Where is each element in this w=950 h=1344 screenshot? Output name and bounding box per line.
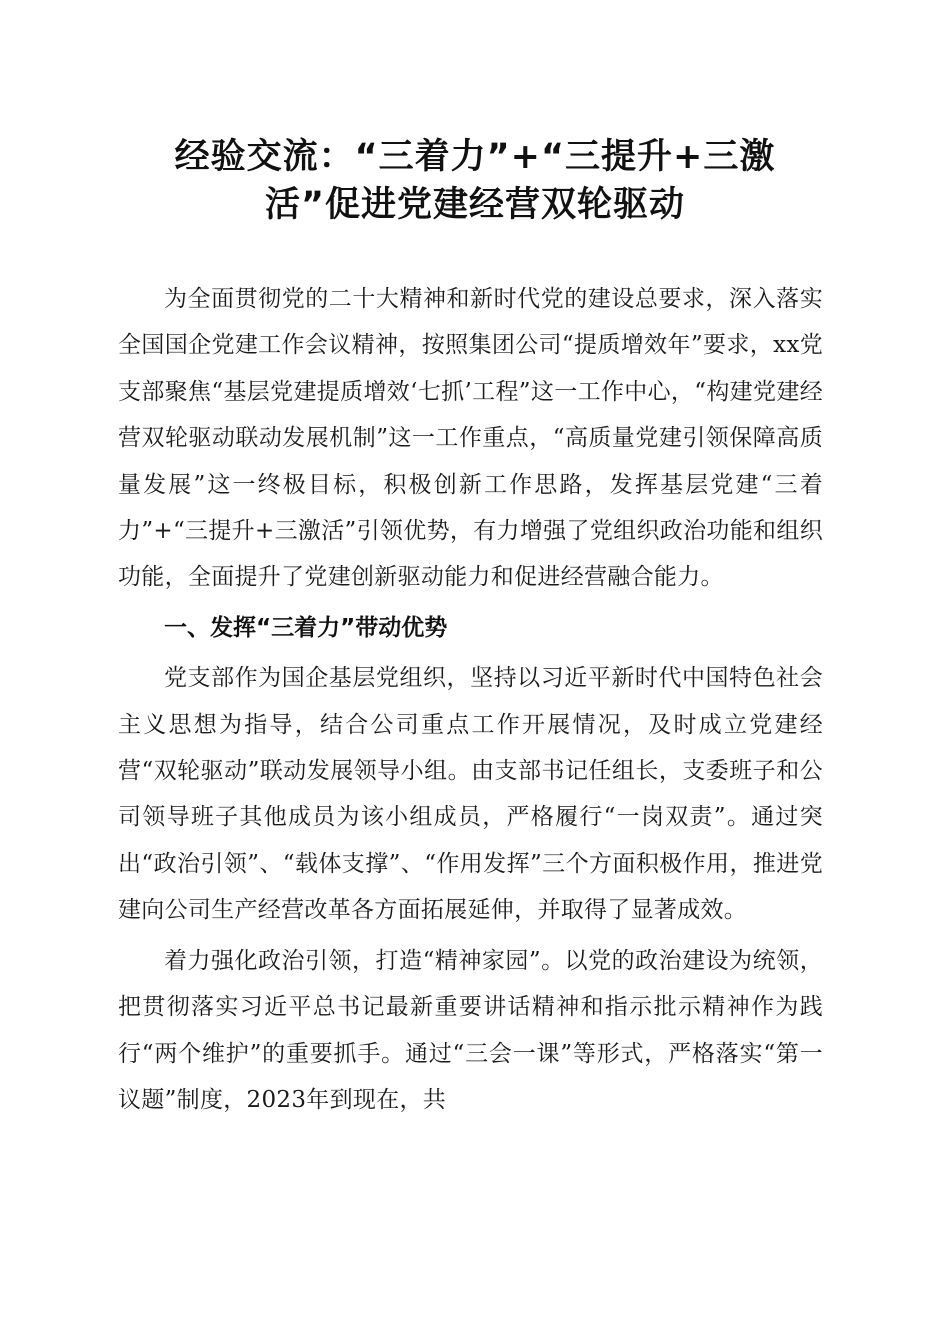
intro-paragraph: 为全面贯彻党的二十大精神和新时代党的建设总要求，深入落实全国国企党建工作会议精神，按照集团公司“提质增效年”要求，xx党支部聚焦“基层党建提质增效‘七抓’工程”这一工作中心，“构建党建经营双轮驱动联动发展机制”这一工作重点，“高质量党建引领保障高质量发展”这一终极目标，积极创新工作思路，发挥基层党建“三着力”+“三提升+三激活”引领优势，有力增强了党组织政治功能和组织功能，全面提升了党建创新驱动能力和促进经营融合能力。 <box>118 286 823 591</box>
document-body <box>118 276 823 1123</box>
section-heading: 一、发挥“三着力”带动优势 <box>164 614 448 641</box>
body-paragraph: 着力强化政治引领，打造“精神家园”。以党的政治建设为统领，把贯彻落实习近平总书记最新重要讲话精神和指示批示精神作为践行“两个维护”的重要抓手。通过“三会一课”等形式，严格落实“第一议题”制度，2023年到现在，共 <box>118 947 823 1113</box>
body-paragraph: 党支部作为国企基层党组织，坚持以习近平新时代中国特色社会主义思想为指导，结合公司重点工作开展情况，及时成立党建经营“双轮驱动”联动发展领导小组。由支部书记任组长，支委班子和公司领导班子其他成员为该小组成员，严格履行“一岗双责”。通过突出“政治引领”、“载体支撑”、“作用发挥”三个方面积极作用，推进党建向公司生产经营改革各方面拓展延伸，并取得了显著成效。 <box>118 665 823 924</box>
title-line-2: 活”促进党建经营双轮驱动 <box>264 185 685 225</box>
document-title <box>118 133 832 229</box>
title-line-1: 经验交流：“三着力”+“三提升+三激 <box>174 137 776 177</box>
